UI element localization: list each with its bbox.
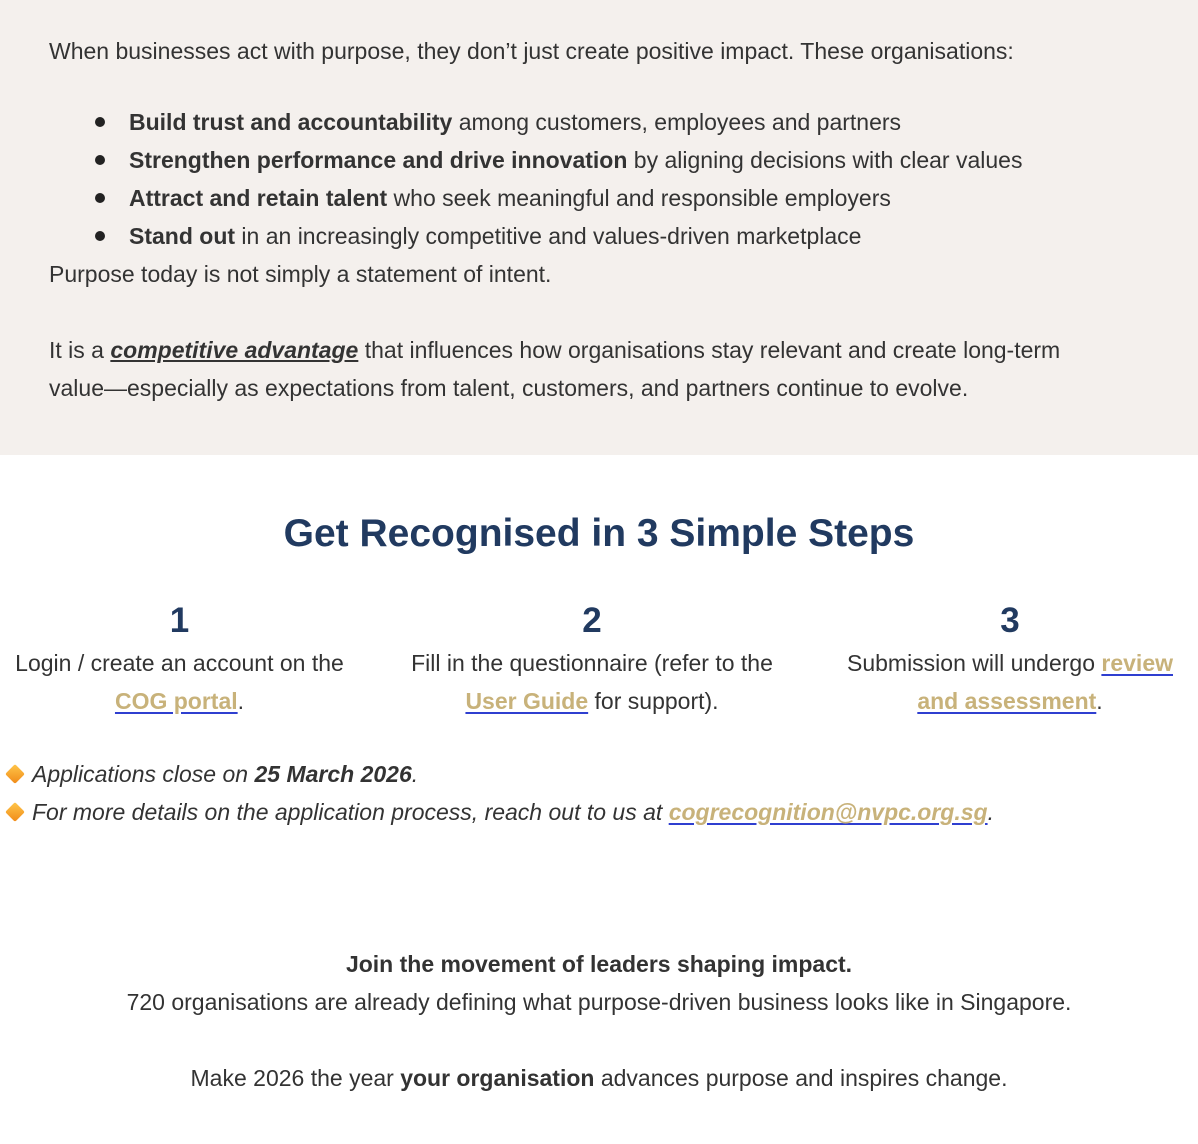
review-assessment-link[interactable]: review [1101, 650, 1173, 676]
step-description [400, 644, 784, 720]
intro-section [0, 0, 1198, 455]
advantage-prefix: It is a [49, 337, 111, 363]
orange-diamond-icon [5, 764, 25, 784]
benefit-text: by aligning decisions with clear values [627, 147, 1023, 173]
stat-line: 720 organisations are already defining what purpose-driven business looks like in Singapore. [126, 989, 1072, 1015]
bullet-icon [95, 117, 105, 127]
step-after: for support). [588, 688, 719, 714]
benefit-bold: Attract and retain talent [129, 185, 388, 211]
step-number: 2 [582, 601, 602, 640]
closing-prefix: Make 2026 the year [190, 1065, 401, 1091]
bullet-icon [95, 155, 105, 165]
advantage-suffix: that influences how organisations stay relevant and create long-term [358, 337, 1061, 363]
deadline-note [4, 755, 418, 793]
competitive-advantage-link[interactable]: competitive advantage [110, 337, 359, 363]
step-text: Login / create an account on the [15, 650, 344, 676]
step-after: . [1096, 688, 1103, 714]
bullet-icon [95, 193, 105, 203]
closing-bold: your organisation [400, 1065, 595, 1091]
step-3 [830, 598, 1190, 720]
list-item [129, 217, 861, 255]
list-item [129, 103, 901, 141]
benefit-text: in an increasingly competitive and values-driven marketplace [235, 223, 862, 249]
step-number: 1 [169, 601, 190, 640]
step-description [0, 644, 359, 720]
benefit-bold: Stand out [129, 223, 236, 249]
step-number: 3 [1000, 601, 1020, 640]
bullet-icon [95, 231, 105, 241]
benefit-bold: Strengthen performance and drive innovation [129, 147, 628, 173]
advantage-line2: value—especially as expectations from talent, customers, and partners continue to evolve. [49, 375, 969, 401]
benefit-bold: Build trust and accountability [129, 109, 453, 135]
step-text: Fill in the questionnaire (refer to the [411, 650, 773, 676]
deadline-suffix: . [411, 761, 419, 787]
purpose-statement: Purpose today is not simply a statement of intent. [49, 261, 552, 287]
benefit-text: who seek meaningful and responsible employers [387, 185, 891, 211]
closing-suffix: advances purpose and inspires change. [594, 1065, 1008, 1091]
deadline-date: 25 March 2026 [254, 761, 412, 787]
contact-suffix: . [987, 799, 994, 825]
list-item [129, 179, 891, 217]
step-1 [0, 598, 359, 720]
orange-diamond-icon [5, 802, 25, 822]
step-text: Submission will undergo [846, 650, 1102, 676]
cta-title: Join the movement of leaders shaping impact. [345, 951, 853, 977]
cog-portal-link[interactable]: COG portal [114, 688, 238, 714]
contact-email-link[interactable]: cogrecognition@nvpc.org.sg [668, 799, 988, 825]
step-after: . [237, 688, 245, 714]
user-guide-link[interactable]: User Guide [465, 688, 589, 714]
list-item [129, 141, 1022, 179]
benefit-text: among customers, employees and partners [452, 109, 902, 135]
review-assessment-link-cont[interactable]: and assessment [917, 688, 1097, 714]
contact-note [4, 793, 994, 831]
step-description [830, 644, 1190, 720]
steps-heading: Get Recognised in 3 Simple Steps [283, 512, 915, 555]
deadline-prefix: Applications close on [32, 761, 255, 787]
closing-line [0, 1059, 1198, 1097]
contact-prefix: For more details on the application process, reach out to us at [32, 799, 669, 825]
advantage-paragraph [49, 331, 1060, 369]
step-2 [400, 598, 784, 720]
intro-lead: When businesses act with purpose, they don’t just create positive impact. These organisations: [49, 38, 1014, 64]
